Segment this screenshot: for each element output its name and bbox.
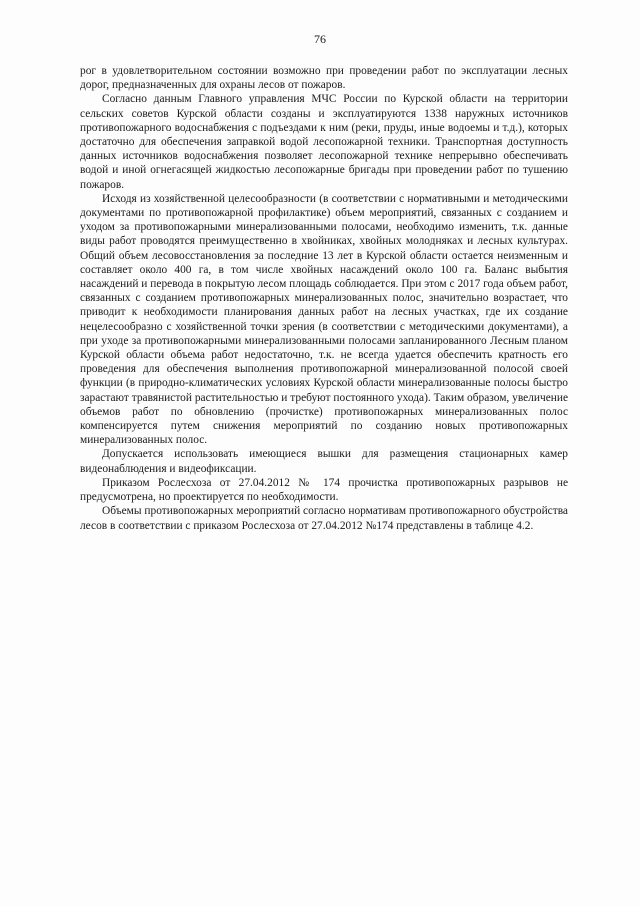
paragraph-table-reference: Объемы противопожарных мероприятий согласно нормативам противопожарного обустройства лесов в соответствии с приказом Рослесхоза от 27.04.2012 №174 представлены в таблице 4.2. [80,505,568,532]
paragraph-mineralized-strips: Исходя из хозяйственной целесообразности (в соответствии с нормативными и методическими документами по противопожарной профилактике) объем мероприятий, связанных с созданием и уходом за противопожарными минерализованными полосами, необходимо изменить, т.к. данные виды работ проводятся преимущественно в хвойниках, хвойных молодняках и лесных культурах. Общий объем лесовосстановления за последние 13 лет в Курской области остается неизменным и составляет около 400 га, в том числе хвойных насаждений около 100 га. Баланс выбытия насаждений и перевода в покрытую лесом площадь соблюдается. При этом с 2017 года объем работ, связанных с созданием противопожарных минерализованных полос, значительно возрастает, что приводит к необходимости планирования данных работ на лесных участках, где их создание нецелесообразно с хозяйственной точки зрения (в соответствии с методическими документами), а при уходе за противопожарными минерализованными полосами запланированного Лесным планом Курской области объема работ недостаточно, т.к. не всегда удается обеспечить кратность его проведения для обеспечения выполнения противопожарной минерализованной полосой своей функции (в природно-климатических условиях Курской области минерализованные полосы быстро зарастают травянистой растительностью и требуют постоянного ухода). Таким образом, увеличение объемов работ по обновлению (прочистке) противопожарных минерализованных полос компенсируется путем снижения мероприятий по созданию новых противопожарных минерализованных полос. [80,192,568,447]
document-body [80,64,568,533]
page-number: 76 [314,32,326,46]
paragraph-video-towers: Допускается использовать имеющиеся вышки для размещения стационарных камер видеонаблюдения и видеофиксации. [80,448,568,475]
paragraph-firebreaks: Приказом Рослесхоза от 27.04.2012 № 174 прочистка противопожарных разрывов не предусмотрена, но проектируется по необходимости. [80,476,568,504]
paragraph-continuation: рог в удовлетворительном состоянии возможно при проведении работ по эксплуатации лесных дорог, предназначенных для охраны лесов от пожаров. [80,65,568,92]
paragraph-water-sources: Согласно данным Главного управления МЧС России по Курской области на территории сельских советов Курской области созданы и эксплуатируются 1338 наружных источников противопожарного водоснабжения с подъездами к ним (реки, пруды, иные водоемы и т.д.), которых достаточно для обеспечения заправкой водой лесопожарной техники. Транспортная доступность данных источников водоснабжения позволяет лесопожарной технике непрерывно обеспечивать водой и иной огнегасящей жидкостью лесопожарные бригады при проведении работ по тушению пожаров. [80,93,568,191]
